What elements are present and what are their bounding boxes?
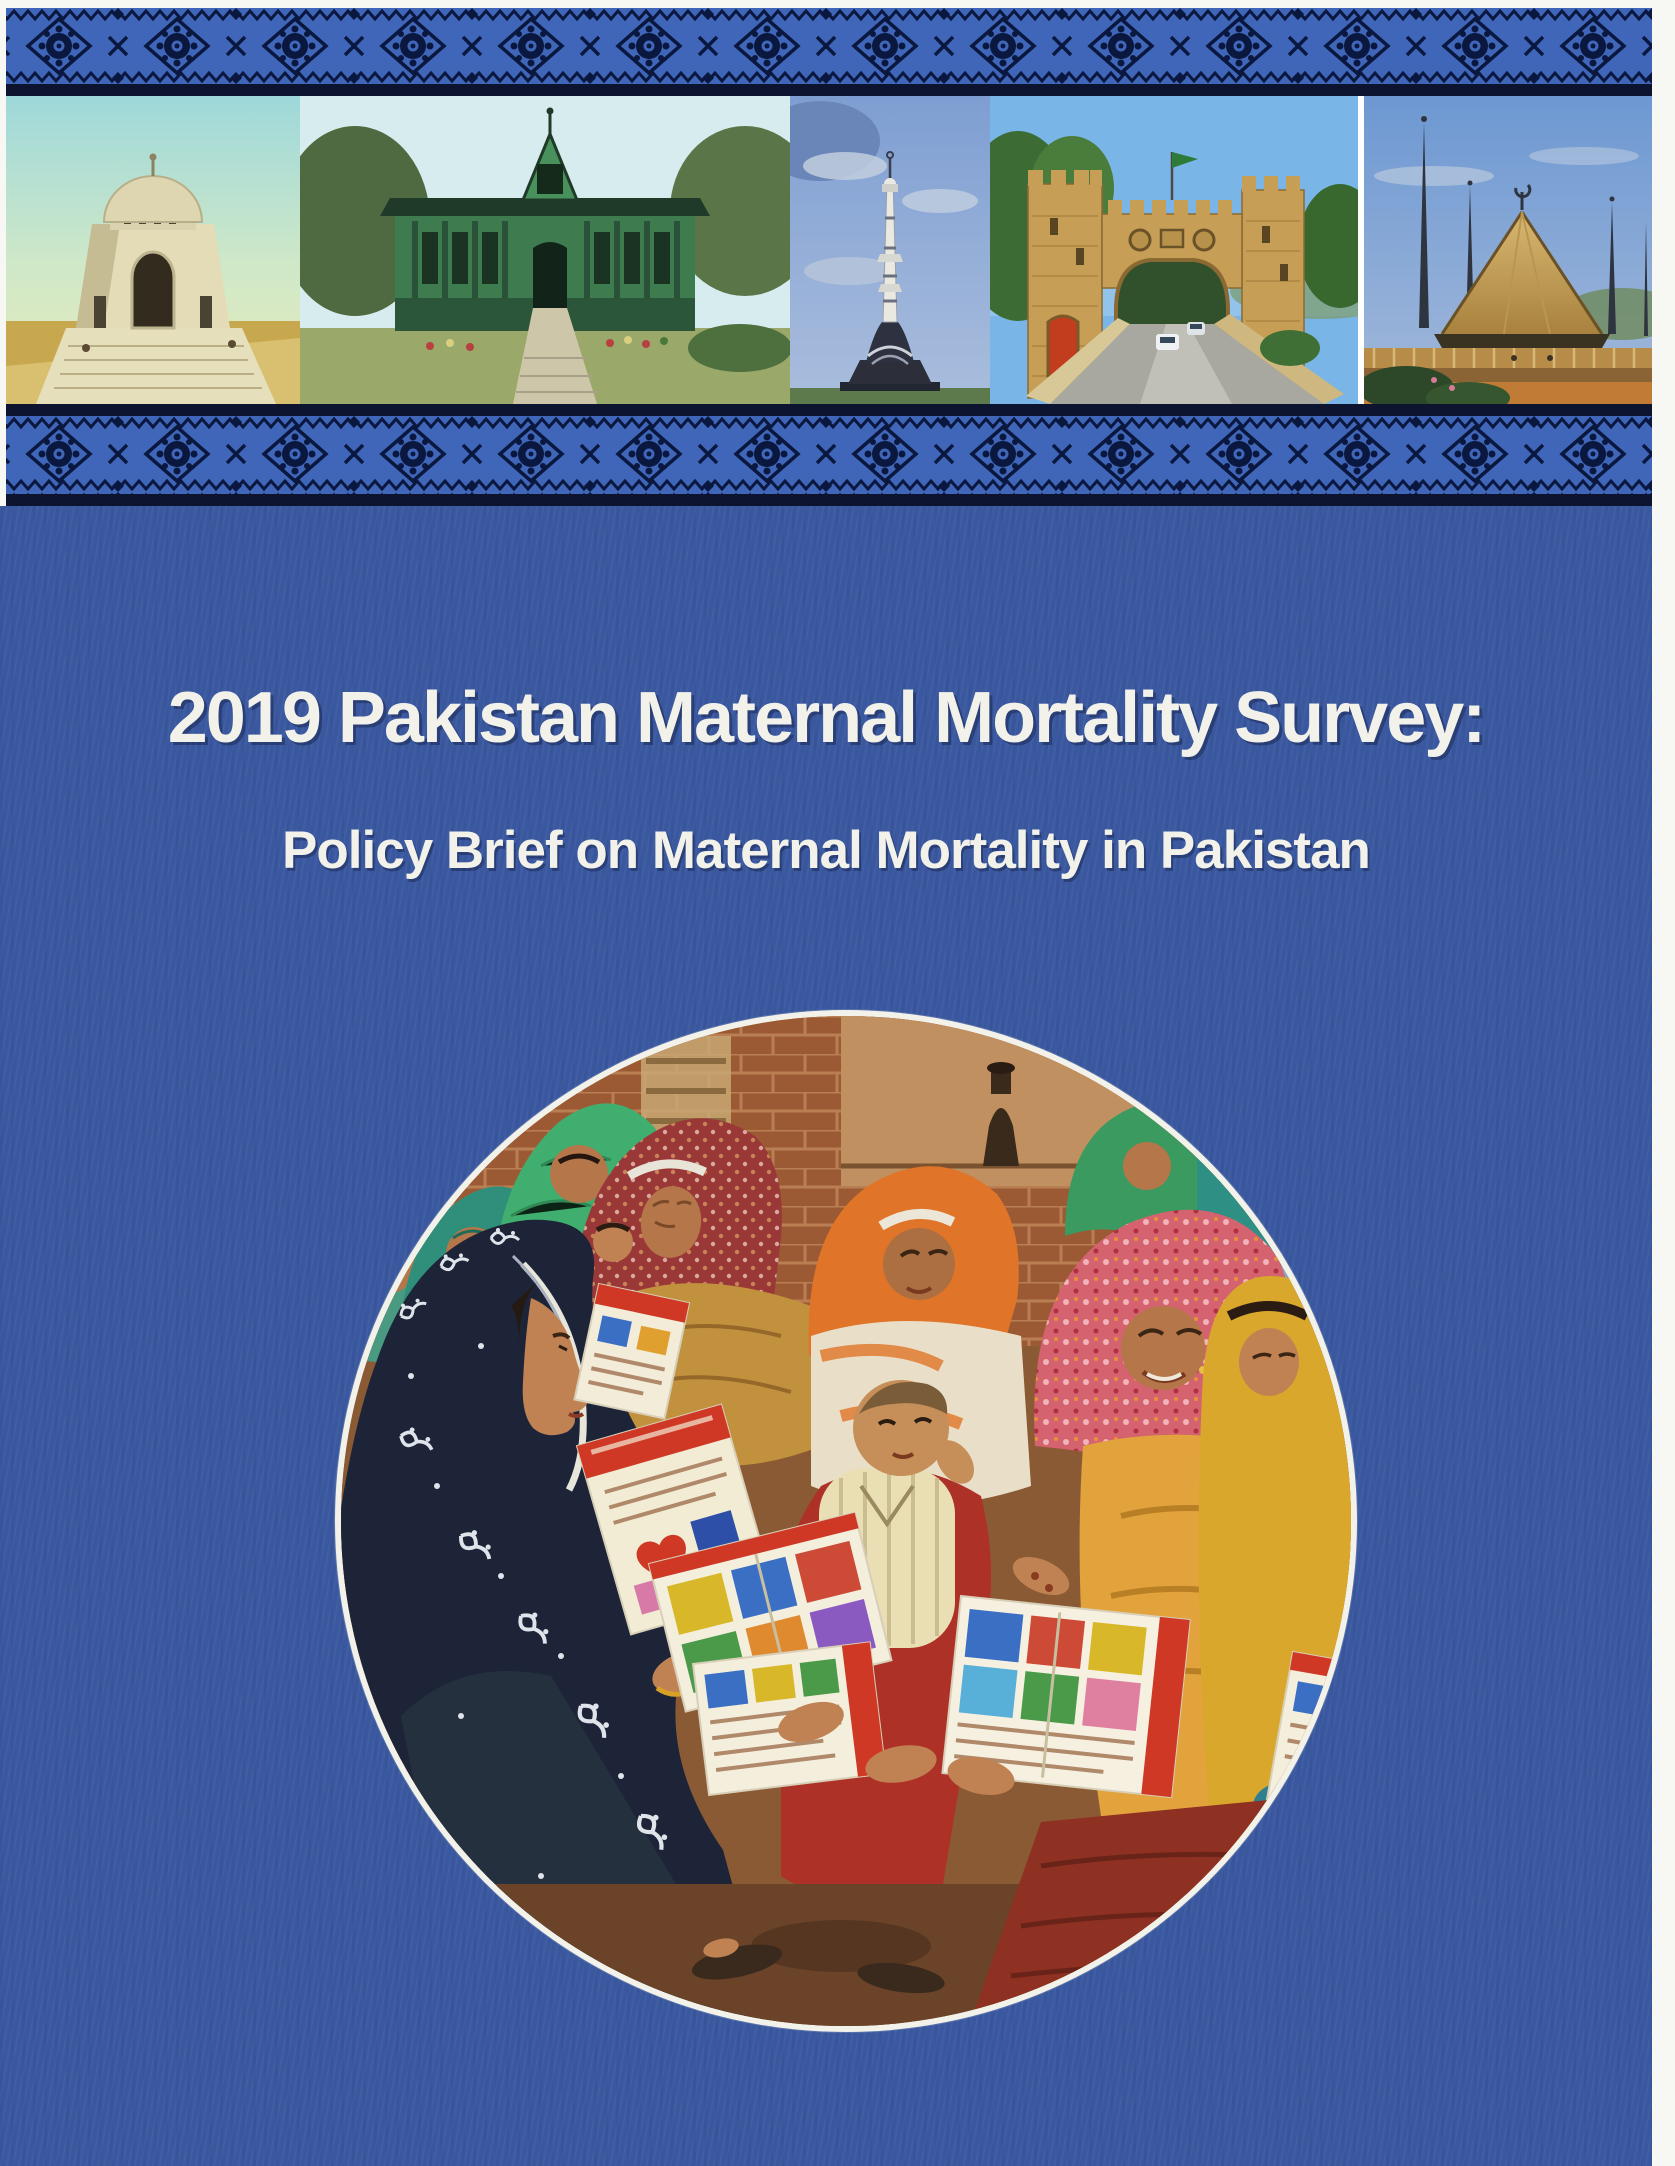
mazar-e-quaid-mausoleum-photo — [6, 96, 300, 404]
ornamental-border-bottom — [0, 416, 1652, 494]
circle-photo-illustration — [341, 1016, 1351, 2026]
separator-line — [0, 494, 1652, 506]
bab-e-khyber-gate-photo — [990, 96, 1358, 404]
scan-top-margin — [0, 0, 1652, 8]
ornamental-border-top — [0, 8, 1652, 84]
ziarat-residency-photo — [300, 96, 790, 404]
faisal-mosque-photo — [1364, 96, 1652, 404]
scan-right-margin — [1652, 0, 1675, 2166]
page-subtitle: Policy Brief on Maternal Mortality in Pakistan — [282, 821, 1370, 880]
separator-line — [0, 404, 1652, 416]
separator-line — [0, 84, 1652, 96]
minar-e-pakistan-photo — [790, 96, 990, 404]
women-community-health-session-photo — [341, 1016, 1351, 2026]
landmark-photo-strip — [0, 96, 1652, 404]
cover-body — [0, 506, 1652, 2166]
page-title: 2019 Pakistan Maternal Mortality Survey: — [167, 678, 1485, 758]
scan-left-edge — [0, 0, 6, 506]
